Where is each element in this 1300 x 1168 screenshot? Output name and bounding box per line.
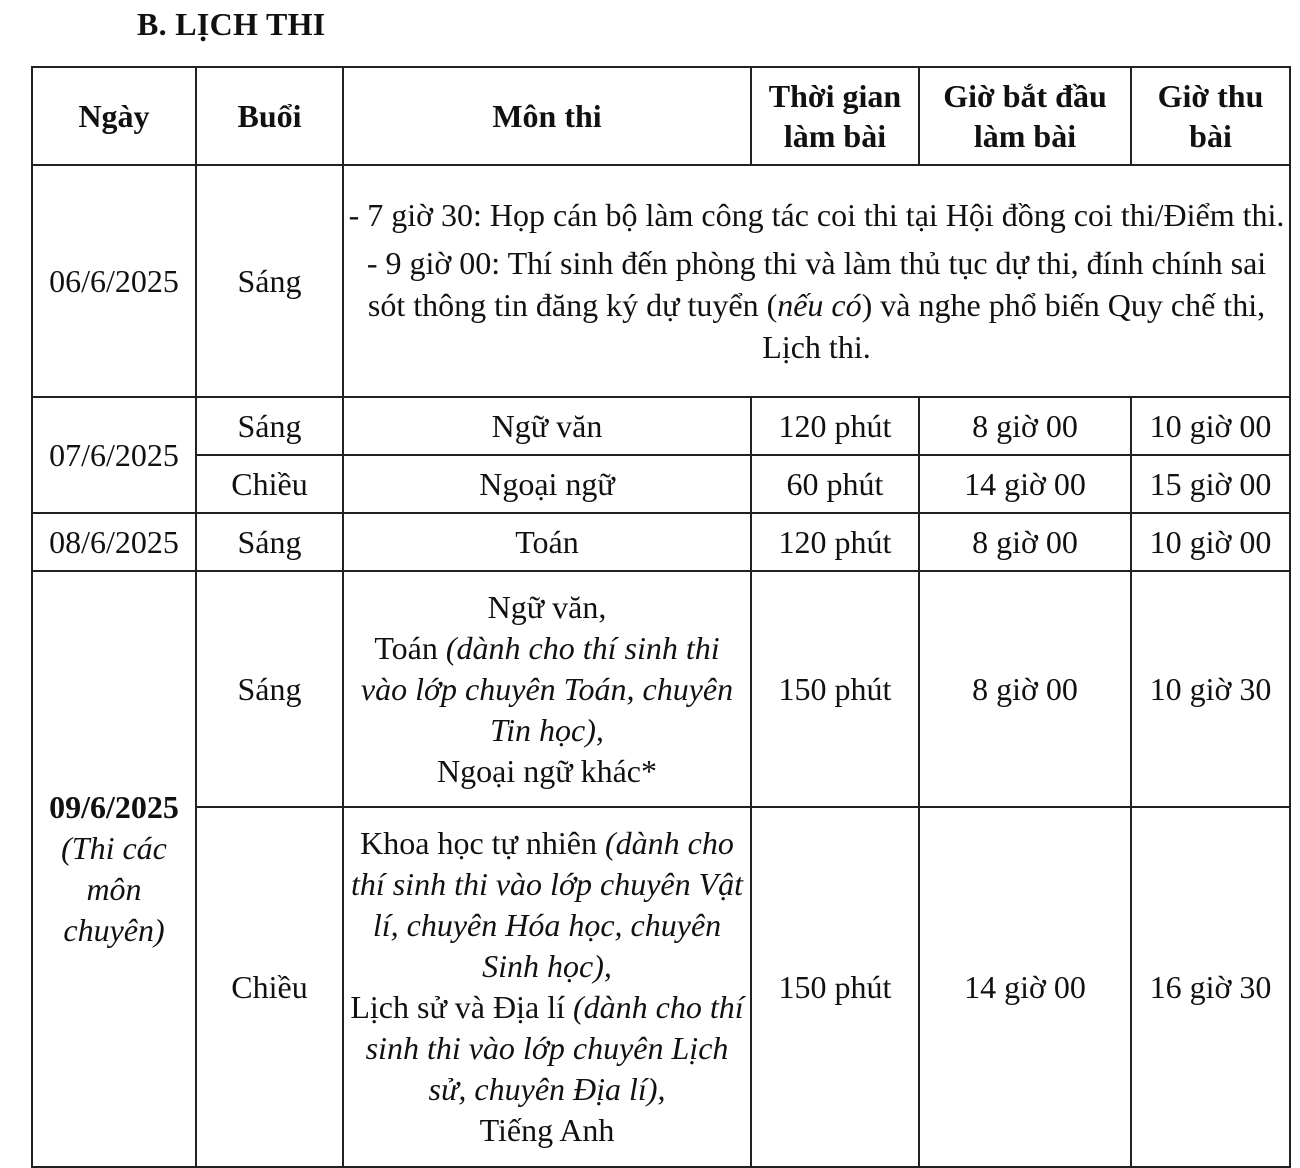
subject-history-geography-name: Lịch sử và Địa lí xyxy=(350,989,565,1025)
start-time-cell: 8 giờ 00 xyxy=(919,513,1131,571)
session-cell: Chiều xyxy=(196,455,343,513)
header-subject: Môn thi xyxy=(343,67,751,165)
header-end-time: Giờ thu bài xyxy=(1131,67,1290,165)
subject-natural-science xyxy=(348,823,746,987)
subject-math xyxy=(348,628,746,751)
date-cell: 07/6/2025 xyxy=(32,397,196,513)
subject-natural-science-note: (dành cho thí sinh thi vào lớp chuyên Vật lí, chuyên Hóa học, chuyên Sinh học), xyxy=(350,825,744,984)
session-cell: Sáng xyxy=(196,513,343,571)
end-time-cell: 10 giờ 00 xyxy=(1131,513,1290,571)
date-main: 09/6/2025 xyxy=(49,789,179,825)
section-title: B. LỊCH THI xyxy=(137,6,326,42)
session-cell: Sáng xyxy=(196,165,343,397)
header-start-time: Giờ bắt đầu làm bài xyxy=(919,67,1131,165)
subject-history-geography-note: (dành cho thí sinh thi vào lớp chuyên Lịch sử, chuyên Địa lí), xyxy=(365,989,744,1107)
subject-cell: Toán xyxy=(343,513,751,571)
duration-cell: 120 phút xyxy=(751,397,919,455)
end-time-cell: 10 giờ 30 xyxy=(1131,571,1290,807)
subject-cell: Ngữ văn xyxy=(343,397,751,455)
subject-cell xyxy=(343,807,751,1167)
session-cell: Chiều xyxy=(196,807,343,1167)
header-session: Buổi xyxy=(196,67,343,165)
duration-cell: 150 phút xyxy=(751,571,919,807)
end-time-cell: 15 giờ 00 xyxy=(1131,455,1290,513)
table-row xyxy=(32,397,1290,455)
start-time-cell: 8 giờ 00 xyxy=(919,397,1131,455)
table-row xyxy=(32,571,1290,807)
header-duration: Thời gian làm bài xyxy=(751,67,919,165)
table-row xyxy=(32,455,1290,513)
table-row xyxy=(32,807,1290,1167)
exam-schedule-table xyxy=(31,66,1291,1168)
note-checkin xyxy=(348,242,1285,368)
subject-other-language: Ngoại ngữ khác* xyxy=(437,752,657,789)
date-cell xyxy=(32,571,196,1167)
start-time-cell: 14 giờ 00 xyxy=(919,455,1131,513)
duration-cell: 60 phút xyxy=(751,455,919,513)
date-cell: 06/6/2025 xyxy=(32,165,196,397)
table-row xyxy=(32,513,1290,571)
end-time-cell: 16 giờ 30 xyxy=(1131,807,1290,1167)
date-cell: 08/6/2025 xyxy=(32,513,196,571)
subject-literature: Ngữ văn, xyxy=(487,588,607,625)
session-cell: Sáng xyxy=(196,397,343,455)
header-date: Ngày xyxy=(32,67,196,165)
subject-math-name: Toán xyxy=(374,629,438,666)
duration-cell: 150 phút xyxy=(751,807,919,1167)
table-row xyxy=(32,165,1290,397)
note-meeting: - 7 giờ 30: Họp cán bộ làm công tác coi thi tại Hội đồng coi thi/Điểm thi. xyxy=(348,197,1285,233)
subject-cell xyxy=(343,571,751,807)
subject-cell: Ngoại ngữ xyxy=(343,455,751,513)
start-time-cell: 14 giờ 00 xyxy=(919,807,1131,1167)
subject-math-note: (dành cho thí sinh thi vào lớp chuyên Toán, chuyên Tin học), xyxy=(360,629,734,748)
end-time-cell: 10 giờ 00 xyxy=(1131,397,1290,455)
subject-history-geography xyxy=(348,987,746,1110)
note-checkin-italic: nếu có xyxy=(777,287,862,323)
table-header-row xyxy=(32,67,1290,165)
session-cell: Sáng xyxy=(196,571,343,807)
duration-cell: 120 phút xyxy=(751,513,919,571)
note-checkin-part-b: ) và nghe phổ biến Quy chế thi, Lịch thi. xyxy=(762,287,1266,365)
start-time-cell: 8 giờ 00 xyxy=(919,571,1131,807)
subject-natural-science-name: Khoa học tự nhiên xyxy=(360,825,597,861)
subject-english: Tiếng Anh xyxy=(479,1112,615,1148)
note-checkin-part-a: - 9 giờ 00: Thí sinh đến phòng thi và làm thủ tục dự thi, đính chính sai sót thông tin đăng ký dự tuyển ( xyxy=(366,245,1267,323)
notes-cell xyxy=(343,165,1290,397)
date-note: (Thi các môn chuyên) xyxy=(61,830,167,948)
